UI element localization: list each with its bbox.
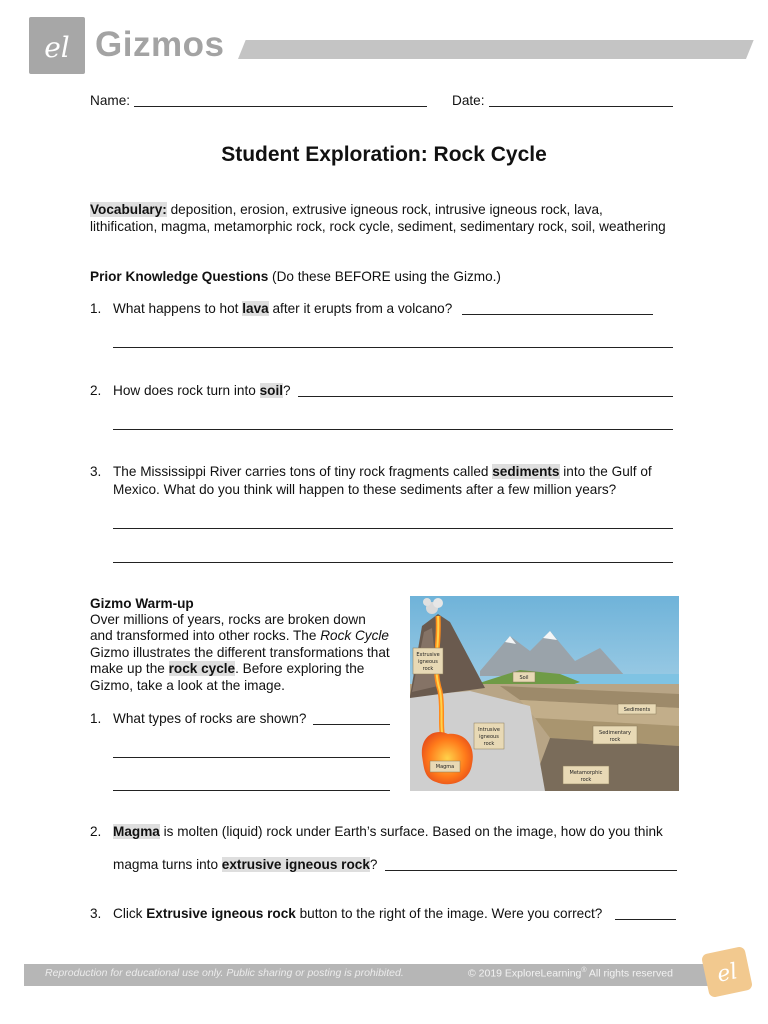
copyright-text: All rights reserved [586,967,673,980]
explorelearning-badge-icon [701,946,753,998]
warmup-paragraph-line [90,661,364,678]
answer-line-q2[interactable] [298,396,673,397]
question-text: magma turns into [113,857,222,872]
brand-name: Gizmos [95,25,225,64]
footer-notice: Reproduction for educational use only. Public sharing or posting is prohibited. [45,967,404,979]
paragraph-text: and transformed into other rocks. The [90,628,321,643]
prior-question-3-line-2: Mexico. What do you think will happen to these sediments after a few million years? [113,482,617,497]
warmup-question-1 [90,711,306,728]
answer-line-w1[interactable] [313,724,390,725]
question-text: Click [113,906,147,921]
vocab-term-magma: Magma [113,824,160,839]
label-extrusive: Extrusive [416,652,440,658]
warmup-title: Gizmo Warm-up [90,596,194,611]
warmup-paragraph-line: Gizmo, take a look at the image. [90,678,285,693]
name-label: Name: [90,93,131,108]
label-sedimentary: Sedimentary [599,730,631,736]
label-extrusive: igneous [418,659,438,665]
question-number: 3. [90,464,102,479]
prior-knowledge-title: Prior Knowledge Questions [90,269,269,284]
explorelearning-logo [29,17,85,74]
copyright-text: © 2019 ExploreLearning [468,967,582,980]
question-number: 3. [90,906,102,921]
header-bar [238,40,754,59]
answer-line-q1[interactable] [462,314,653,315]
rock-cycle-image [410,596,679,791]
prior-question-3 [90,464,652,481]
paragraph-text: . Before exploring the [235,661,365,676]
question-text: after it erupts from a volcano? [268,301,453,316]
name-field[interactable] [134,106,427,107]
question-number: 1. [90,711,102,726]
date-label: Date: [452,93,485,108]
logo-mark: el [44,31,70,64]
answer-line-q3[interactable] [113,528,673,529]
label-sedimentary: rock [609,737,621,743]
date-field[interactable] [489,106,673,107]
question-text: ? [369,857,378,872]
vocabulary-line-2: lithification, magma, metamorphic rock, rock cycle, sediment, sedimentary rock, soil, weathering [90,219,666,234]
warmup-question-2 [90,824,663,841]
warmup-paragraph-line [90,628,389,645]
answer-line-w3[interactable] [615,919,676,920]
warmup-question-3 [90,906,602,923]
label-intrusive: Intrusive [478,727,500,733]
warmup-paragraph-line: Over millions of years, rocks are broken down [90,612,366,627]
question-number: 2. [90,383,102,398]
registered-mark: ® [581,967,587,974]
question-text: button to the right of the image. Were you correct? [295,906,603,921]
vocabulary-label: Vocabulary: [90,202,167,217]
question-number: 2. [90,824,102,839]
label-intrusive: rock [483,741,495,747]
badge-mark: el [714,959,740,988]
warmup-heading [90,596,194,613]
label-metamorphic: Metamorphic [569,770,603,776]
vocab-term-rock-cycle: rock cycle [168,661,236,676]
paragraph-text: make up the [90,661,169,676]
question-text: ? [283,383,291,398]
footer-copyright [468,967,673,980]
question-text: What types of rocks are shown? [113,711,307,726]
answer-line-w1[interactable] [113,757,390,758]
vocabulary-terms-1: deposition, erosion, extrusive igneous rock, intrusive igneous rock, lava, [166,202,603,217]
warmup-paragraph-line: Gizmo illustrates the different transformations that [90,645,390,660]
warmup-question-2-line-2 [113,857,377,874]
label-soil: Soil [519,675,529,681]
prior-knowledge-heading [90,269,501,286]
label-intrusive: igneous [479,734,499,740]
answer-line-q2[interactable] [113,429,673,430]
vocab-term-lava: lava [242,301,269,316]
label-sediments: Sediments [623,707,651,713]
question-text: is molten (liquid) rock under Earth’s surface. Based on the image, how do you think [159,824,663,839]
question-text: How does rock turn into [113,383,260,398]
vocabulary-line-1 [90,202,603,219]
gizmo-name: Rock Cycle [320,628,389,643]
vocab-term-extrusive-igneous-rock: extrusive igneous rock [221,857,370,872]
answer-line-q1[interactable] [113,347,673,348]
label-magma: Magma [435,764,455,770]
question-text: The Mississippi River carries tons of tiny rock fragments called [113,464,493,479]
answer-line-q3[interactable] [113,562,673,563]
label-extrusive: rock [422,666,434,672]
question-text: What happens to hot [113,301,243,316]
question-number: 1. [90,301,102,316]
vocab-term-soil: soil [259,383,283,398]
prior-question-2 [90,383,291,400]
prior-question-1 [90,301,452,318]
prior-knowledge-note: (Do these BEFORE using the Gizmo.) [268,269,501,284]
answer-line-w2[interactable] [385,870,677,871]
vocab-term-sediments: sediments [492,464,560,479]
page-title: Student Exploration: Rock Cycle [221,143,547,166]
question-text: into the Gulf of [559,464,652,479]
answer-line-w1[interactable] [113,790,390,791]
button-reference: Extrusive igneous rock [146,906,296,921]
label-metamorphic: rock [580,777,592,783]
